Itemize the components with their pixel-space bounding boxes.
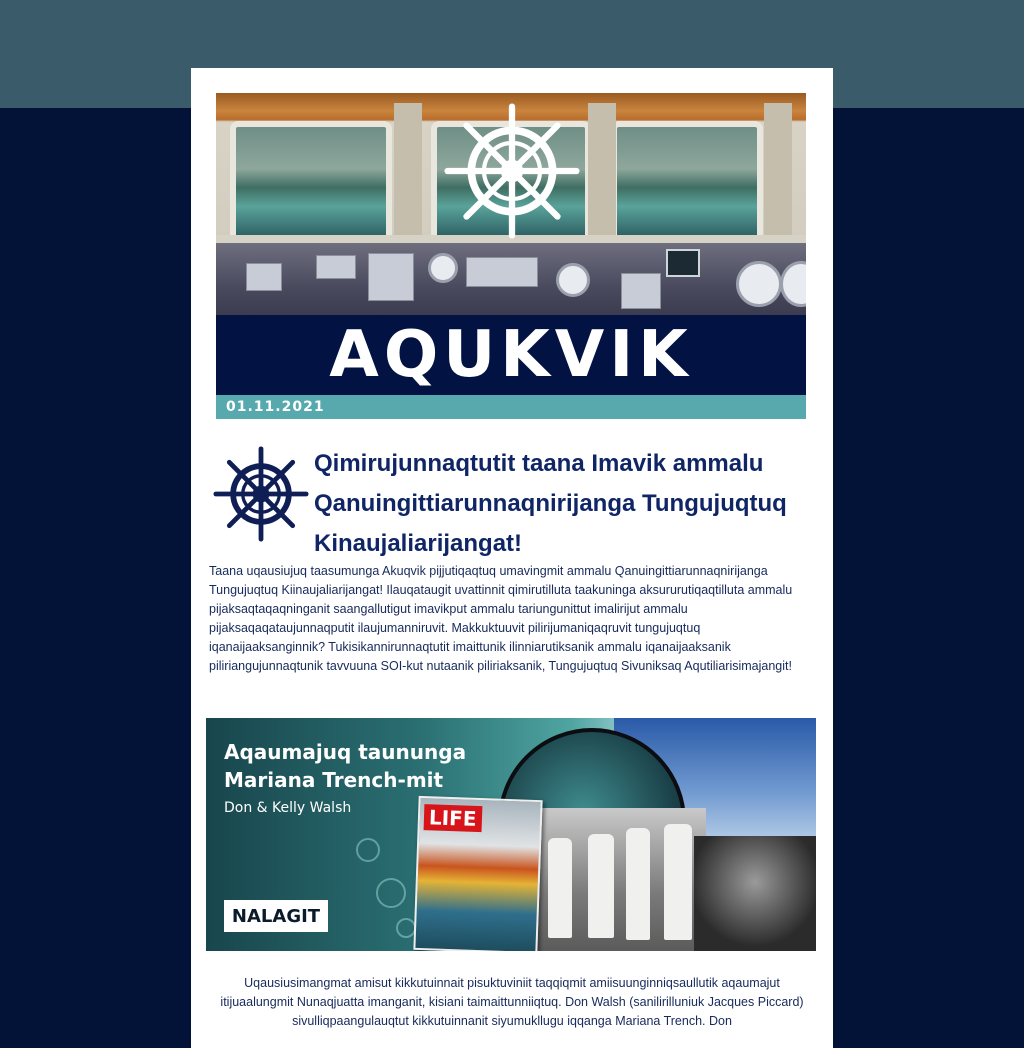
newsletter-sheet [191,68,833,1048]
bridge-window [230,121,392,243]
crew-photo [526,808,706,951]
masthead-title: AQUKVIK [329,318,693,392]
gauge-icon [736,261,782,307]
bridge-window [611,121,763,243]
gauge-icon [556,263,590,297]
article-headline: Qimirujunnaqtutit taana Imavik ammalu Qanuingittiarunnaqnirijanga Tungujuqtuq Kinaujaliarijangat! [314,450,787,557]
window-mullion [764,103,792,243]
bridge-photo [216,93,806,315]
window-mullion [588,103,616,243]
gauge-icon [780,261,806,307]
masthead-banner [216,93,806,419]
date-bar [216,395,806,419]
footer-article-body: Uqausiusimangmat amisut kikkutuinnait pisuktuviniit taqqiqmit amiisuunginniqsaullutik aqaumajut itijuaalungmit Nunaqjuatta imanganit, kisiani taimaittunniiqtuq. Don Walsh (sanilirilluniuk Jacques Piccard) sivulliqpaangulauqtut kikkutuinnanit siyumukllugu iqqanga Mariana Trench. Don [220,976,804,1028]
masthead-title-bar [216,315,806,395]
window-mullion [394,103,422,243]
issue-date: 01.11.2021 [226,399,325,415]
article-body: Taana uqausiujuq taasumunga Akuqvik pijjutiqaqtuq umavingmit ammalu Qanuingittiarunnaqnirijanga Tungujuqtuq Kiinaujaliarijangat! Ilauqataugit uvattinnit qimirutilluta taakuninga aksururutiqaqtilluta ammalu pijaksaqtaqaqninganit saangallutigut imavikput ammalu tariungunittut imalirijut ammalu pijaksaqaqataujunnaqputit ilaujumanniruvit. Makkuktuuvit pilirijumaniqaqruvit tungujuqtuq iqanaijaaksanginnik? Tukisikannirunnaqtutit imaittunik ilinniarutiksanik ammalu iqanaijaaksanik piliriangujunnaqtunik tavvuuna SOI-kut nutaanik piliriaksanik, Tungujuqtuq Sivuniksaq Aqutiliarisimajangit! [209,564,793,673]
digital-readout [666,249,700,277]
promo-title-line1: Aqaumajuq taununga [224,740,467,764]
promo-subtitle: Don & Kelly Walsh [224,800,352,816]
promo-banner[interactable] [206,718,816,951]
control-console [216,243,806,315]
life-logo: LIFE [424,804,482,832]
machinery-photo [694,836,816,951]
life-magazine-cover [413,796,542,951]
promo-title-line2: Mariana Trench-mit [224,768,444,792]
ship-wheel-icon [442,101,582,241]
gauge-icon [428,253,458,283]
ship-wheel-icon [213,446,309,542]
read-more-button[interactable]: NALAGIT [224,900,328,932]
promo-title [224,738,466,794]
